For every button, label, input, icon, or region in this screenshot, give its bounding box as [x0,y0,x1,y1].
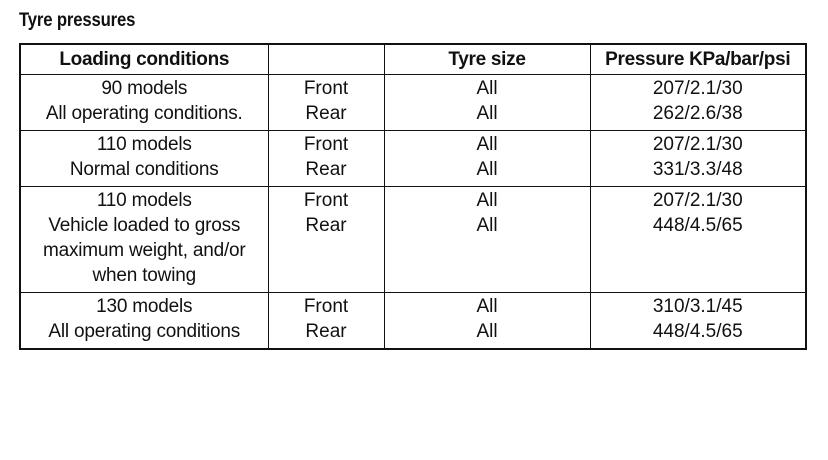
pressure-front: 207/2.1/30 [652,78,743,99]
size-rear: All [476,215,498,236]
table-row [20,187,806,293]
position-front: Front [303,296,349,317]
size-front: All [476,78,498,99]
position-rear: Rear [305,103,347,124]
cell-loading-condition [20,131,268,187]
cell-position [268,75,384,131]
condition-line: 110 models [96,190,192,211]
pressure-rear: 448/4.5/65 [652,321,743,342]
cell-pressure [590,131,806,187]
pressure-front: 310/3.1/45 [652,296,743,317]
cell-pressure [590,75,806,131]
cell-loading-condition [20,187,268,293]
size-rear: All [476,103,498,124]
size-rear: All [476,159,498,180]
cell-pressure [590,293,806,350]
table-header-row [20,44,806,75]
pressure-front: 207/2.1/30 [652,134,743,155]
condition-line: Vehicle loaded to gross [48,215,241,236]
cell-tyre-size [384,75,590,131]
condition-line: All operating conditions [48,321,241,342]
pressure-rear: 262/2.6/38 [652,103,743,124]
position-rear: Rear [305,215,347,236]
pressure-rear: 331/3.3/48 [652,159,743,180]
pressure-rear: 448/4.5/65 [652,215,743,236]
condition-line: Normal conditions [69,159,219,180]
pressure-front: 207/2.1/30 [652,190,743,211]
cell-pressure [590,187,806,293]
size-front: All [476,296,498,317]
cell-position [268,293,384,350]
table-row [20,75,806,131]
position-front: Front [303,78,349,99]
position-front: Front [303,134,349,155]
cell-tyre-size [384,131,590,187]
condition-line: 110 models [96,134,192,155]
condition-line: 130 models [96,296,193,317]
cell-position [268,131,384,187]
header-position [268,44,384,75]
table-row [20,293,806,350]
cell-tyre-size [384,187,590,293]
cell-loading-condition [20,75,268,131]
cell-tyre-size [384,293,590,350]
condition-line: when towing [92,265,196,286]
header-tyre-size: Tyre size [384,44,590,75]
header-pressure: Pressure KPa/bar/psi [590,44,806,75]
size-front: All [476,134,498,155]
position-rear: Rear [305,321,347,342]
header-loading-conditions: Loading conditions [20,44,268,75]
cell-loading-condition [20,293,268,350]
cell-position [268,187,384,293]
size-rear: All [476,321,498,342]
condition-line: maximum weight, and/or [42,240,246,261]
table-row [20,131,806,187]
position-front: Front [303,190,349,211]
page-title: Tyre pressures [19,10,136,31]
tyre-pressures-table [19,43,807,350]
condition-line: 90 models [101,78,188,99]
position-rear: Rear [305,159,347,180]
condition-line: All operating conditions. [45,103,243,124]
size-front: All [476,190,498,211]
